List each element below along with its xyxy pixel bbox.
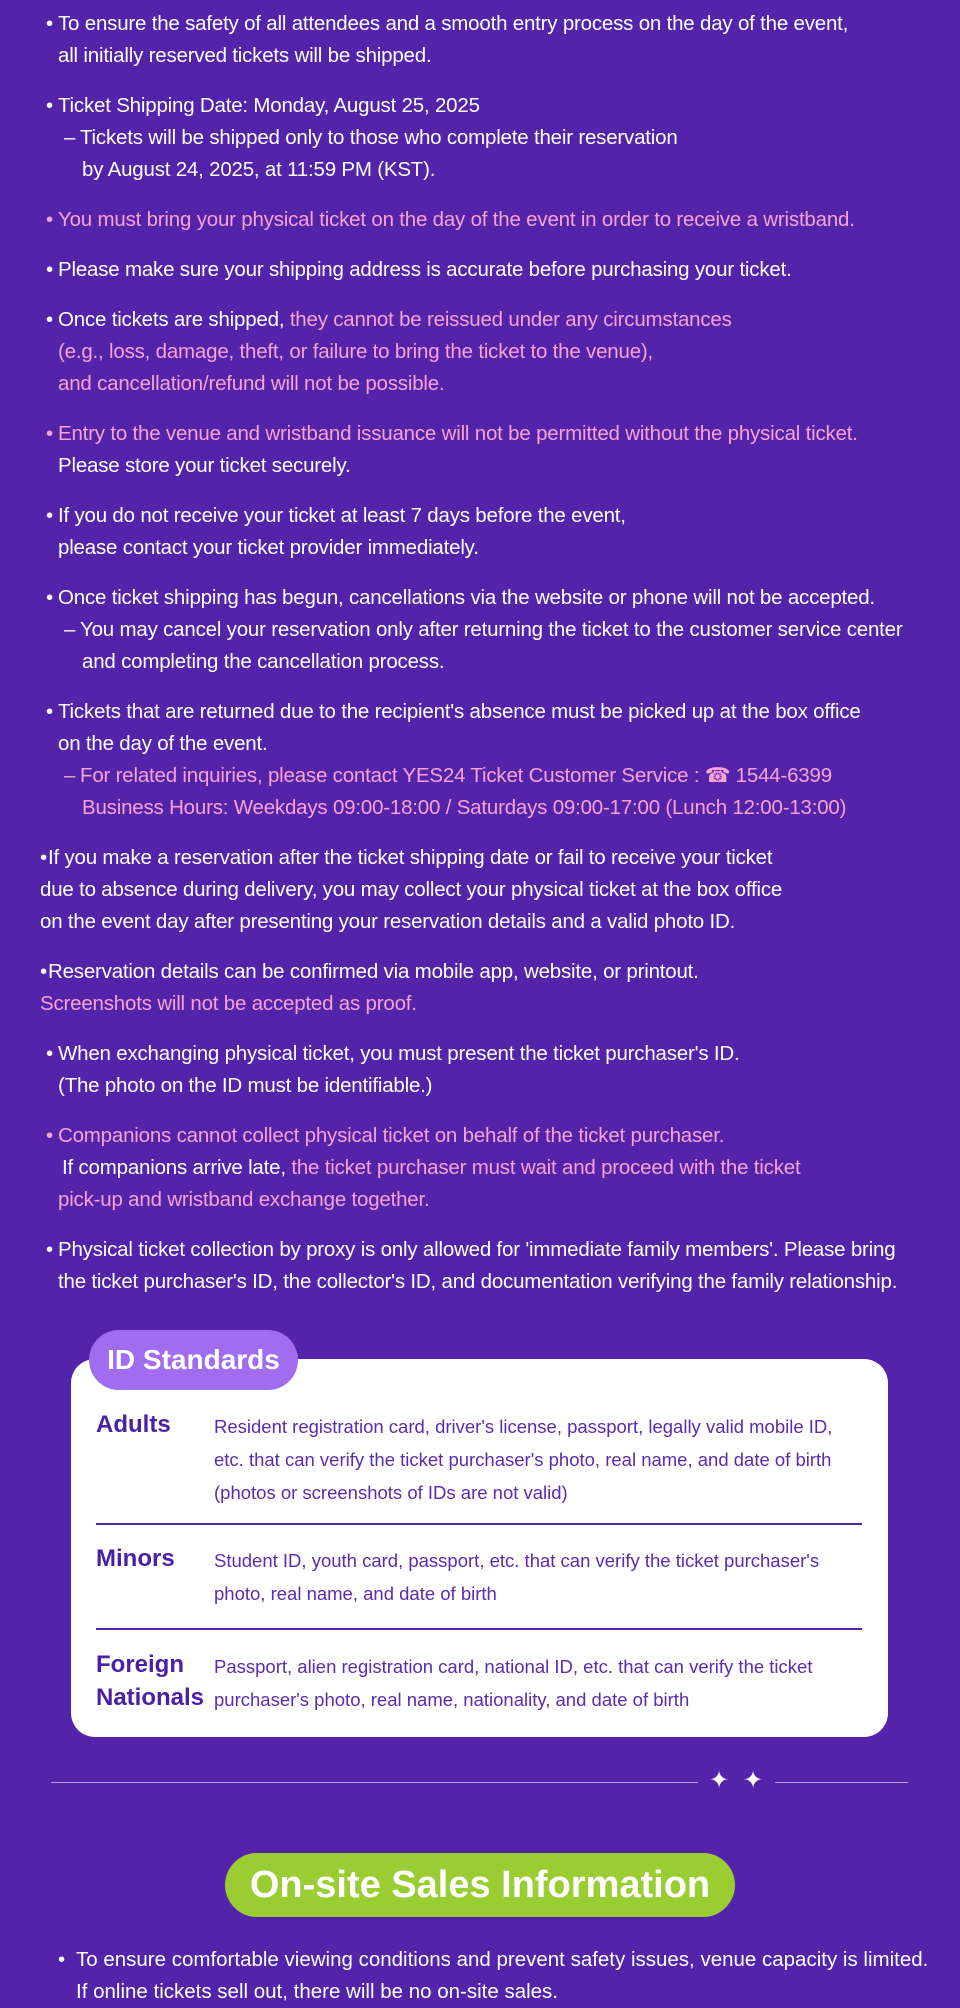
onsite-sales-title: On-site Sales Information	[225, 1853, 735, 1917]
id-label: Adults	[96, 1411, 171, 1438]
id-description: Passport, alien registration card, national ID, etc. that can verify the ticket purchaser's photo, real name, nationality, and date of birth	[214, 1656, 813, 1710]
notice-item: • If you do not receive your ticket at least 7 days before the event, please contact your ticket provider immediately.	[46, 500, 936, 564]
notice-text: If companions arrive late,	[62, 1156, 292, 1179]
notice-item: • Entry to the venue and wristband issuance will not be permitted without the physical ticket. Please store your ticket securely.	[46, 418, 936, 482]
notice-item: • Tickets that are returned due to the recipient's absence must be picked up at the box office on the day of the event. – For related inquiries, please contact YES24 Ticket Customer Service : ☎ 1544-6399 Business Hours: Weekdays 09:00-18:00 / Saturdays 09:00-17:00 (Lunch 12:00-13:00)	[46, 696, 936, 824]
notice-item: • Physical ticket collection by proxy is only allowed for 'immediate family members'. Please bring the ticket purchaser's ID, the collector's ID, and documentation verifying the family relationship.	[46, 1234, 936, 1298]
id-label: Minors	[96, 1545, 175, 1572]
notice-highlight: Screenshots will not be accepted as proof.	[40, 992, 417, 1015]
notice-list	[40, 8, 936, 1298]
notice-text: Reservation details can be confirmed via mobile app, website, or printout.	[48, 960, 699, 983]
notice-item: •Reservation details can be confirmed via mobile app, website, or printout. Screenshots will not be accepted as proof.	[40, 956, 936, 1020]
notice-subtext: Tickets will be shipped only to those who complete their reservation	[80, 126, 678, 149]
section-divider-right	[775, 1782, 908, 1783]
id-label-line: Nationals	[96, 1684, 205, 1711]
notice-item: • You must bring your physical ticket on the day of the event in order to receive a wristband.	[46, 208, 855, 231]
notice-item: • Ticket Shipping Date: Monday, August 25, 2025 – Tickets will be shipped only to those who complete their reservation by August 24, 2025, at 11:59 PM (KST).	[46, 90, 936, 186]
notice-item: • Companions cannot collect physical ticket on behalf of the ticket purchaser. If companions arrive late, the ticket purchaser must wait and proceed with the ticket pick-up and wristband exchange together.	[46, 1120, 936, 1216]
notice-item: • Please make sure your shipping address is accurate before purchasing your ticket.	[46, 258, 792, 281]
id-description: Resident registration card, driver's license, passport, legally valid mobile ID, etc. that can verify the ticket purchaser's photo, real name, and date of birth (photos or screenshots of IDs are not valid)	[214, 1416, 833, 1503]
sparkle-icon: ✦	[743, 1767, 764, 1794]
notice-text: please contact your ticket provider immediately.	[58, 536, 479, 559]
section-divider-left	[51, 1782, 698, 1783]
notice-text: When exchanging physical ticket, you must present the ticket purchaser's ID.	[58, 1042, 740, 1065]
notice-text: on the event day after presenting your reservation details and a valid photo ID.	[40, 910, 736, 933]
id-divider	[96, 1523, 862, 1525]
notice-subtext: and completing the cancellation process.	[82, 650, 445, 673]
notice-text: If you make a reservation after the ticket shipping date or fail to receive your ticket	[48, 846, 773, 869]
id-divider	[96, 1628, 862, 1630]
notice-highlight: Companions cannot collect physical ticket on behalf of the ticket purchaser.	[58, 1124, 725, 1147]
notice-item: • When exchanging physical ticket, you must present the ticket purchaser's ID. (The photo on the ID must be identifiable.)	[46, 1038, 936, 1102]
notice-text: Ticket Shipping Date: Monday, August 25, 2025	[58, 94, 480, 117]
notice-subtext: You may cancel your reservation only after returning the ticket to the customer service center	[80, 618, 903, 641]
notice-highlight: the ticket purchaser must wait and proceed with the ticket	[291, 1156, 801, 1179]
id-description: Student ID, youth card, passport, etc. that can verify the ticket purchaser's photo, real name, and date of birth	[214, 1550, 820, 1604]
notice-item: •If you make a reservation after the ticket shipping date or fail to receive your ticket due to absence during delivery, you may collect your physical ticket at the box office on the event day after presenting your reservation details and a valid photo ID.	[40, 842, 936, 938]
notice-item: • Once tickets are shipped, they cannot be reissued under any circumstances (e.g., loss, damage, theft, or failure to bring the ticket to the venue), and cancellation/refund will not be possible.	[46, 304, 936, 400]
notice-text: Please store your ticket securely.	[58, 454, 351, 477]
notice-text: the ticket purchaser's ID, the collector's ID, and documentation verifying the family relationship.	[58, 1270, 898, 1293]
notice-text: due to absence during delivery, you may collect your physical ticket at the box office	[40, 878, 783, 901]
notice-text: (The photo on the ID must be identifiable.)	[58, 1074, 433, 1097]
notice-contact: For related inquiries, please contact YES24 Ticket Customer Service : ☎ 1544-6399	[80, 764, 832, 787]
notice-text: If you do not receive your ticket at least 7 days before the event,	[58, 504, 626, 527]
notice-highlight: and cancellation/refund will not be possible.	[58, 372, 445, 395]
notice-highlight: Entry to the venue and wristband issuance will not be permitted without the physical ticket.	[58, 422, 858, 445]
notice-text: To ensure the safety of all attendees and a smooth entry process on the day of the event,	[58, 12, 849, 35]
notice-text: Once tickets are shipped,	[58, 308, 290, 331]
notice-item: • To ensure the safety of all attendees and a smooth entry process on the day of the event, all initially reserved tickets will be shipped.	[46, 8, 936, 72]
onsite-line: If online tickets sell out, there will be no on-site sales.	[76, 1980, 558, 2003]
onsite-sales-text: • To ensure comfortable viewing conditions and prevent safety issues, venue capacity is limited. If online tickets sell out, there will be no on-site sales.	[58, 1944, 938, 2008]
notice-text: You must bring your physical ticket on the day of the event in order to receive a wristband.	[58, 208, 855, 231]
notice-text: Tickets that are returned due to the recipient's absence must be picked up at the box office	[58, 700, 861, 723]
sparkle-icon: ✦	[709, 1767, 730, 1794]
notice-text: all initially reserved tickets will be shipped.	[58, 44, 432, 67]
notice-text: on the day of the event.	[58, 732, 268, 755]
id-label	[96, 1648, 206, 1714]
notice-text: Please make sure your shipping address is accurate before purchasing your ticket.	[58, 258, 792, 281]
notice-text: Physical ticket collection by proxy is only allowed for 'immediate family members'. Please bring	[58, 1238, 896, 1261]
id-standards-title: ID Standards	[89, 1330, 298, 1390]
notice-text: Once ticket shipping has begun, cancellations via the website or phone will not be accepted.	[58, 586, 875, 609]
notice-highlight: (e.g., loss, damage, theft, or failure to bring the ticket to the venue),	[58, 340, 654, 363]
notice-business-hours: Business Hours: Weekdays 09:00-18:00 / Saturdays 09:00-17:00 (Lunch 12:00-13:00)	[82, 796, 847, 819]
notice-highlight: they cannot be reissued under any circumstances	[289, 308, 732, 331]
notice-item: • Once ticket shipping has begun, cancellations via the website or phone will not be accepted. – You may cancel your reservation only after returning the ticket to the customer service center and completing the cancellation process.	[46, 582, 936, 678]
notice-subtext: by August 24, 2025, at 11:59 PM (KST).	[82, 158, 436, 181]
notice-highlight: pick-up and wristband exchange together.	[58, 1188, 430, 1211]
id-label-line: Foreign	[96, 1651, 184, 1678]
onsite-line: To ensure comfortable viewing conditions and prevent safety issues, venue capacity is limited.	[76, 1948, 929, 1971]
